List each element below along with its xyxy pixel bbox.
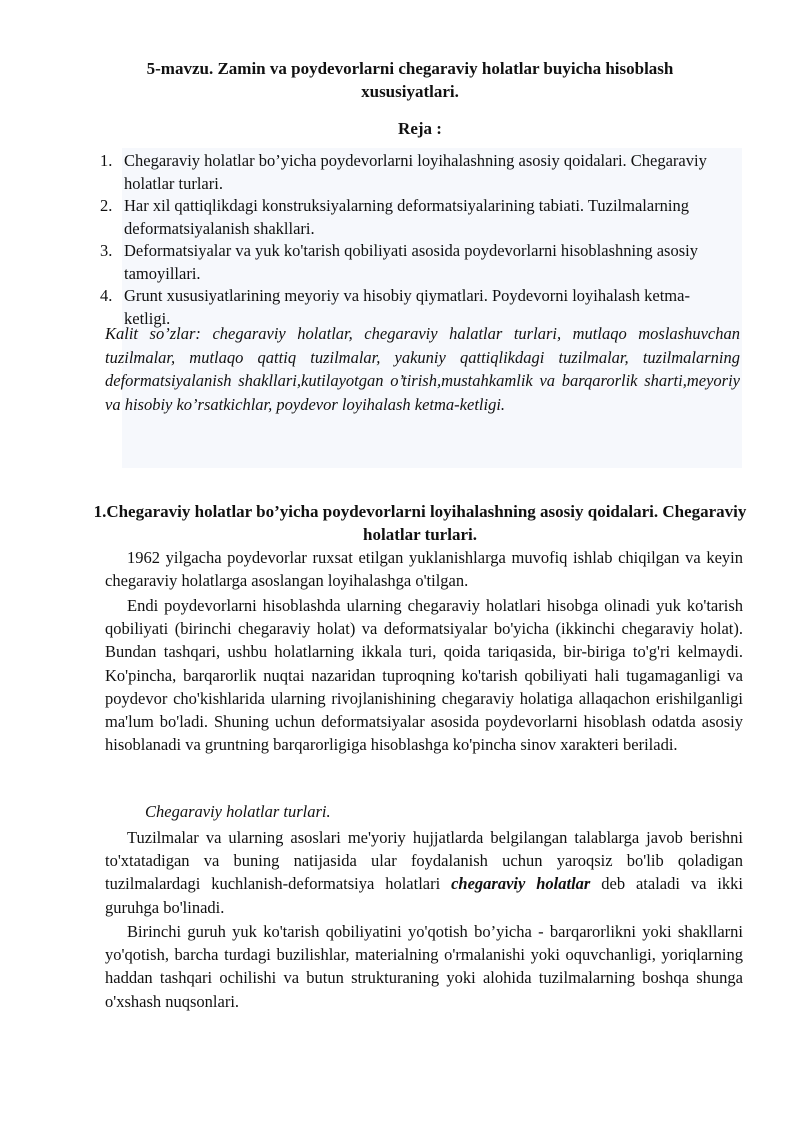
plan-item-number: 3. [100, 241, 113, 260]
paragraph-text [105, 826, 743, 919]
keywords-paragraph [105, 322, 740, 416]
document-title: 5-mavzu. Zamin va poydevorlarni chegaraviy holatlar buyicha hisoblash xususiyatlari. [146, 59, 674, 101]
section-heading: 1.Chegaraviy holatlar bo’yicha poydevorlarni loyihalashning asosiy qoidalari. Chegaraviy holatlar turlari. [93, 502, 747, 544]
plan-item-text: Deformatsiyalar va yuk ko'tarish qobiliyati asosida poydevorlarni hisoblashning asosiy tamoyillari. [124, 241, 698, 283]
definition-text-start: Tuzilmalar va ularning asoslari me'yoriy hujjatlarda belgilangan talablarga javob berishni to'xtatadigan va buning natijasida ular foydalanish uchun yaroqsiz bo'lib qoladigan tuzilmalardagi kuchlanish-deformatsiya holatlari [105, 828, 743, 894]
paragraph-history [105, 546, 743, 592]
keywords-text: chegaraviy holatlar, chegaraviy halatlar turlari, mutlaqo moslashuvchan tuzilmalar, mutlaqo qattiq tuzilmalar, yakuniy qattiqlikdagi tuzilmalar, tuzilmalarning deformatsiyalanish shakllari,kutilayotgan o’tirish,mustahkamlik va barqarorlik sharti,meyoriy va hisobiy ko’rsatkichlar, poydevor loyihalash ketma-ketligi. [105, 324, 740, 414]
plan-item-text: Grunt xususiyatlarining meyoriy va hisobiy qiymatlari. Poydevorni loyihalash ketma-ketligi. [124, 286, 690, 328]
paragraph-limit-states [105, 594, 743, 756]
plan-item [100, 240, 740, 285]
paragraph-text: 1962 yilgacha poydevorlar ruxsat etilgan yuklanishlarga muvofiq ishlab chiqilgan va keyin chegaraviy holatlarga asoslangan loyihalashga o'tilgan. [105, 548, 743, 591]
plan-title: Reja : [398, 119, 442, 138]
plan-item-text: Har xil qattiqlikdagi konstruksiyalarning deformatsiyalarining tabiati. Tuzilmalarning deformatsiyalanish shakllari. [124, 196, 690, 238]
plan-list [100, 150, 740, 330]
paragraph-first-group [105, 920, 743, 1013]
paragraph-text: Endi poydevorlarni hisoblashda ularning chegaraviy holatlari hisobga olinadi yuk ko'tarish qobiliyati (birinchi chegaraviy holat) va deformatsiyalar bo'yicha (ikkinchi chegaraviy holat). Bundan tashqari, ushbu holatlarning ikkala turi, qoida tariqasida, bir-biriga to'g'ri kelmaydi. Ko'pincha, barqarorlik nuqtai nazaridan tuproqning ko'tarish qobiliyati hali tugamaganligi va poydevor cho'kishlarida ularning rivojlanishining chegaraviy holatiga allaqachon erishilganligi ma'lum bo'ladi. Shuning uchun deformatsiyalar asosida poydevorlarni hisoblash odatda asosiy hisoblanadi va gruntning barqarorligiga hisoblashga ko'pincha sinov xarakteri beriladi. [105, 596, 743, 755]
paragraph-definition [105, 826, 743, 919]
plan-item-number: 1. [100, 151, 113, 170]
plan-item [100, 195, 740, 240]
plan-item [100, 150, 740, 195]
keywords-label: Kalit so’zlar: [105, 324, 201, 343]
plan-item-number: 2. [100, 196, 113, 215]
definition-text-end: deb ataladi va ikki guruhga bo'linadi. [105, 874, 743, 917]
subheading: Chegaraviy holatlar turlari. [145, 802, 331, 821]
paragraph-text: Birinchi guruh yuk ko'tarish qobiliyatini yo'qotish bo’yicha - barqarorlikni yoki shakllarni yo'qotish, barcha turdagi buzilishlar, materialning o'rmalanishi yoki oquvchanligi, yoriqlarning haddan tashqari ochilishi va butun strukturaning yoki alohida tuzilmalarning boshqa shunga o'xshash nuqsonlari. [105, 922, 743, 1011]
emphasized-term: chegaraviy holatlar [451, 874, 591, 894]
plan-item-number: 4. [100, 286, 113, 305]
plan-item-text: Chegaraviy holatlar bo’yicha poydevorlarni loyihalashning asosiy qoidalari. Chegaraviy holatlar turlari. [124, 151, 707, 193]
